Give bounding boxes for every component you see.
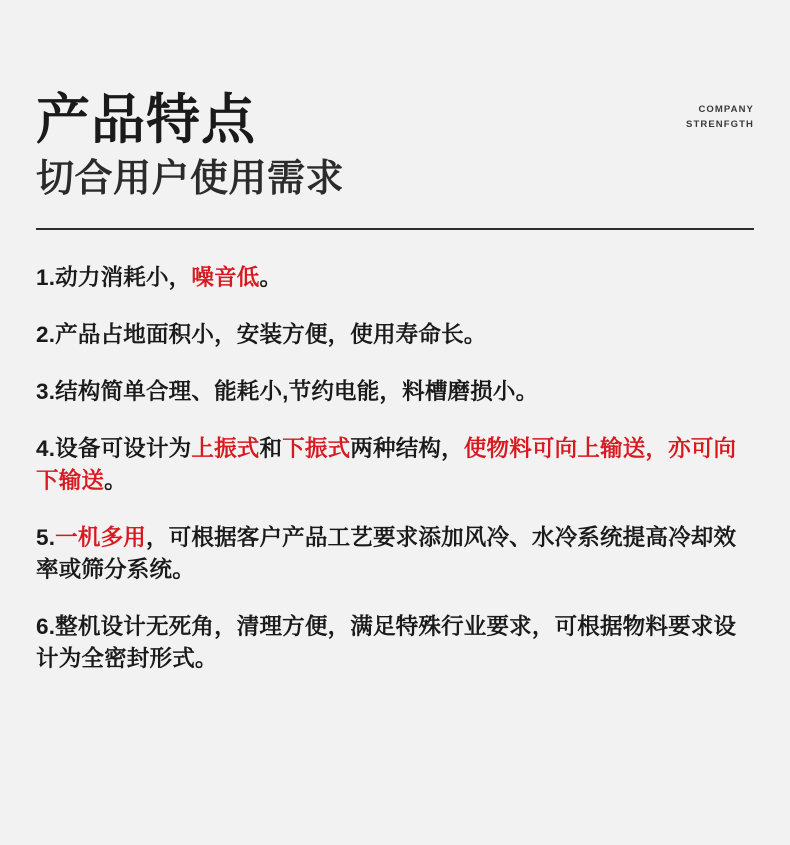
feature-3-segment-1: 3.结构简单合理、能耗小,节约电能，料槽磨损小。 [36,378,539,404]
corner-label-line-2: STRENFGTH [686,118,754,130]
feature-1-segment-2: 噪音低 [191,265,260,291]
feature-4-segment-6: 使物料可向上输送，亦可向下输送 [36,435,737,493]
feature-6-segment-1: 6.整机设计无死角，清理方便，满足特殊行业要求，可根据物料要求设计为全密封形式。 [36,613,737,671]
feature-4-segment-7: 。 [104,467,127,493]
heading-block [36,0,754,202]
feature-1-segment-1: 1.动力消耗小， [36,265,192,291]
company-strength-label [686,103,754,132]
page-subtitle: 切合用户使用需求 [36,158,345,201]
feature-5-segment-2: 一机多用 [55,524,146,550]
feature-5 [36,522,754,586]
feature-2-segment-1: 2.产品占地面积小，安装方便，使用寿命长。 [36,322,487,347]
feature-5-segment-1: 5. [36,524,56,550]
feature-4-segment-5: 两种结构， [350,435,464,461]
feature-3 [36,376,754,408]
feature-4 [36,433,754,497]
corner-label-line-1: COMPANY [698,104,754,115]
feature-list [36,262,754,674]
page-title: 产品特点 [36,90,256,150]
feature-4-segment-1: 4.设备可设计为 [36,435,192,461]
feature-2 [36,319,754,351]
feature-1 [36,262,754,294]
feature-6 [36,611,754,675]
feature-4-segment-2: 上振式 [191,435,260,461]
feature-5-segment-3: ，可根据客户产品工艺要求添加风冷、水冷系统提高冷却效率或筛分系统。 [36,524,737,582]
feature-1-segment-3: 。 [259,265,283,291]
feature-4-segment-4: 下振式 [282,435,351,461]
feature-4-segment-3: 和 [259,435,283,461]
title-divider [36,228,754,230]
